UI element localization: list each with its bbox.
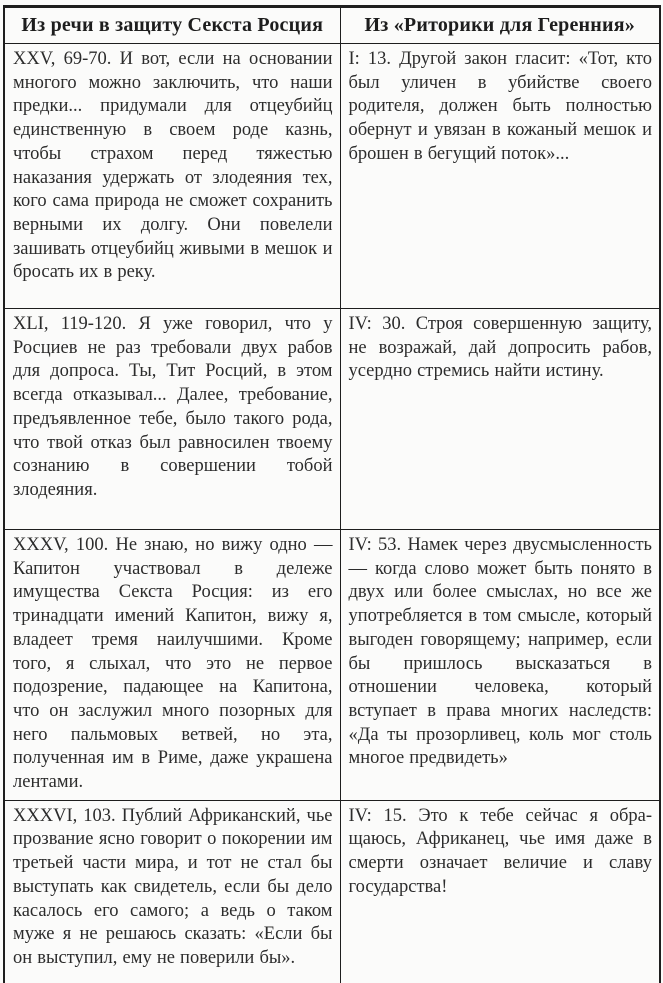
cell-speech-quote: XXXVI, 103. Публий Африканский, чье прозвание ясно говорит о покорении им третьей части мира, и тот не стал бы выступать как свидетель, если бы дело касалось его самого; а ведь о таком муже я не решаюсь сказать: «Если бы он выступил, ему не поверили бы». — [4, 800, 340, 983]
header-cell-rhetoric: Из «Риторики для Геренния» — [340, 7, 660, 44]
cell-rhetoric-quote: IV: 53. Намек через двусмысленность — когда слово может быть понято в двух или более смыслах, но все же употребляется в том смысле, который выгоден говорящему; например, если бы пришлось высказаться в отношении человека, который вступает в права многих наследств: «Да ты прозорливец, коль мог столь многое предвидеть» — [340, 530, 660, 801]
cell-speech-quote: XXXV, 100. Не знаю, но вижу одно — Капитон участвовал в дележе имущества Секста Росция: из его тринадцати имений Капитон, вижу я, владеет тремя наилучшими. Кроме того, я слыхал, что это не первое подозрение, падающее на Капитона, что он заслужил много позорных для него пальмовых ветвей, но эта, полученная им в Риме, даже украшена лентами. — [4, 530, 340, 801]
cell-rhetoric-quote: I: 13. Другой закон гласит: «Тот, кто был уличен в убийстве своего родителя, должен быть полностью обернут и увязан в кожаный мешок и брошен в бегущий поток»... — [340, 44, 660, 309]
table-row — [4, 309, 660, 530]
cell-speech-quote: XXV, 69-70. И вот, если на основании многого можно заключить, что наши предки... придумали для отцеубийц единственную в своем роде казнь, чтобы страхом перед тяжестью наказания удержать от злодеяния тех, кого сама природа не сможет сохранить верными их долгу. Они повелели зашивать отцеубийц живыми в мешок и бросать их в реку. — [4, 44, 340, 309]
header-row — [4, 7, 660, 44]
table-row — [4, 530, 660, 801]
comparison-table — [3, 5, 661, 983]
table-row — [4, 44, 660, 309]
cell-speech-quote: XLI, 119-120. Я уже говорил, что у Росциев не раз требовали двух рабов для допроса. Ты, Тит Росций, в этом всегда отказывал... Далее, требование, предъявленное тебе, было такого рода, что твой отказ был равносилен твоему сознанию в совершении тобой злодеяния. — [4, 309, 340, 530]
cell-rhetoric-quote: IV: 30. Строя совершенную защиту, не возражай, дай допросить рабов, усердно стремись найти истину. — [340, 309, 660, 530]
cell-rhetoric-quote: IV: 15. Это к тебе сейчас я обращаюсь, Африканец, чье имя даже в смерти означает величие и славу государства! — [340, 800, 660, 983]
table-row — [4, 800, 660, 983]
header-cell-speech: Из речи в защиту Секста Росция — [4, 7, 340, 44]
